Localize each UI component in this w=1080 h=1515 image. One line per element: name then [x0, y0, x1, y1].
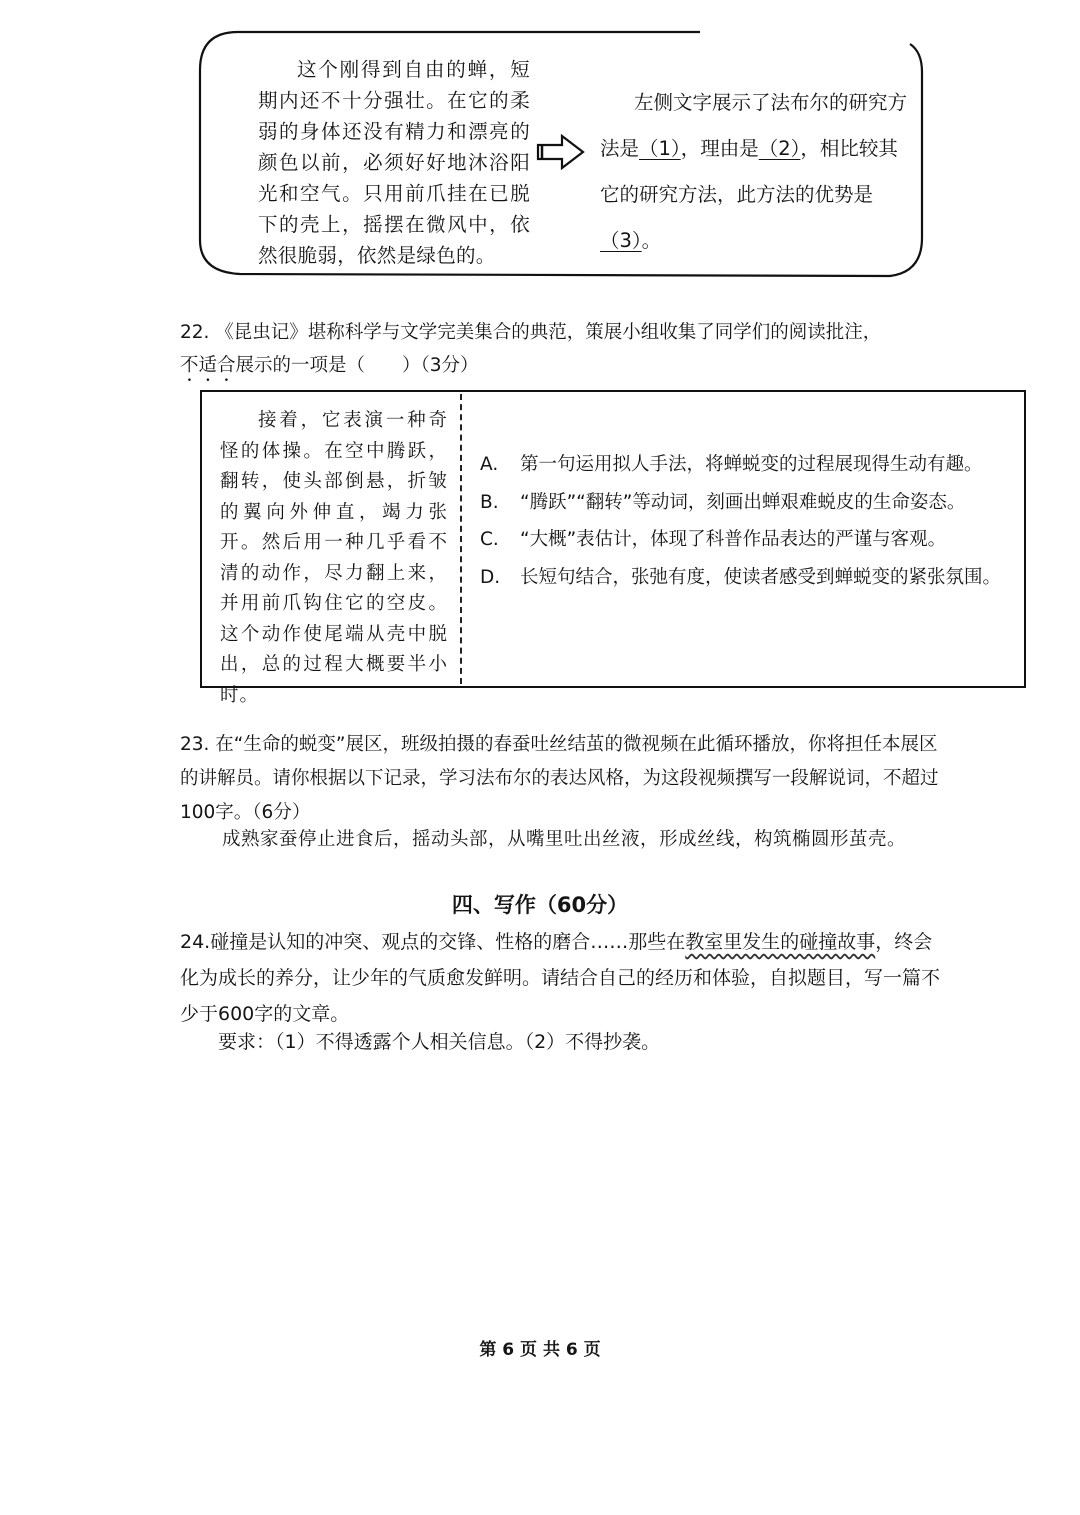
silkworm-record: 成熟家蚕停止进食后，摇动头部，从嘴里吐出丝液，形成丝线，构筑椭圆形茧壳。 [222, 829, 907, 850]
page-footer: 第 6 页 共 6 页 [479, 1340, 601, 1360]
option-b: B. “腾跃”“翻转”等动词，刻画出蝉艰难蜕皮的生命姿态。 [480, 491, 966, 513]
cicada-passage: 这个刚得到自由的蝉，短期内还不十分强壮。在它的柔弱的身体还没有精力和漂亮的颜色以前，必须好好地沐浴阳光和空气。只用前爪挂在已脱下的壳上，摇摆在微风中，依然很脆弱，依然是绿色的。 [258, 58, 530, 267]
right-arrow-icon [536, 134, 586, 170]
question-22-box [200, 390, 1026, 706]
research-method-prompt: 左侧文字展示了法布尔的研究方法是（1），理由是（2），相比较其它的研究方法，此方法的优势是（3）。 [600, 91, 908, 252]
question-22-line1: 22. 《昆虫记》堪称科学与文学完美集合的典范，策展小组收集了同学们的阅读批注， [180, 322, 882, 343]
option-c: C. “大概”表估计，体现了科普作品表达的严谨与客观。 [480, 529, 947, 550]
wavy-underlined-phrase: 教室里发生的碰撞故事 [685, 931, 876, 953]
question-22-line2: 展示的一项是（ ）（3分） [235, 355, 479, 376]
question-23-stem: 23. 在“生命的蜕变”展区，班级拍摄的春蚕吐丝结茧的微视频在此循环播放，你将担任本展区的讲解员。请你根据以下记录，学习法布尔的表达风格，为这段视频撰写一段解说词，不超过100字。（6分） [180, 734, 939, 823]
blank-1: （1） [639, 137, 681, 160]
blank-2: （2） [758, 137, 801, 160]
blank-3: （3） [600, 229, 642, 252]
question-22-stem [180, 316, 1060, 386]
dashed-divider [460, 394, 462, 684]
question-24-stem: 24.碰撞是认知的冲突、观点的交锋、性格的磨合……那些在教室里发生的碰撞故事，终会化为成长的养分，让少年的气质愈发鲜明。请结合自己的经历和体验，自拟题目，写一篇不少于600字的文章。 [180, 931, 941, 1025]
emphasis-not-suitable: 不适合 [180, 355, 236, 376]
question-22-options [480, 446, 1020, 596]
option-a: A. 第一句运用拟人手法，将蝉蜕变的过程展现得生动有趣。 [480, 454, 983, 475]
molting-passage: 接着，它表演一种奇怪的体操。在空中腾跃，翻转，使头部倒悬，折皱的翼向外伸直，竭力张开。然后用一种几乎看不清的动作，尽力翻上来，并用前爪钩住它的空皮。这个动作使尾端从壳中脱出，总的过程大概要半小时。 [220, 410, 448, 706]
question-24-requirement: 要求：（1）不得透露个人相关信息。（2）不得抄袭。 [218, 1031, 661, 1053]
section-title-writing: 四、写作（60分） [451, 893, 629, 917]
option-d: D. 长短句结合，张弛有度，使读者感受到蝉蜕变的紧张氛围。 [480, 566, 1002, 588]
